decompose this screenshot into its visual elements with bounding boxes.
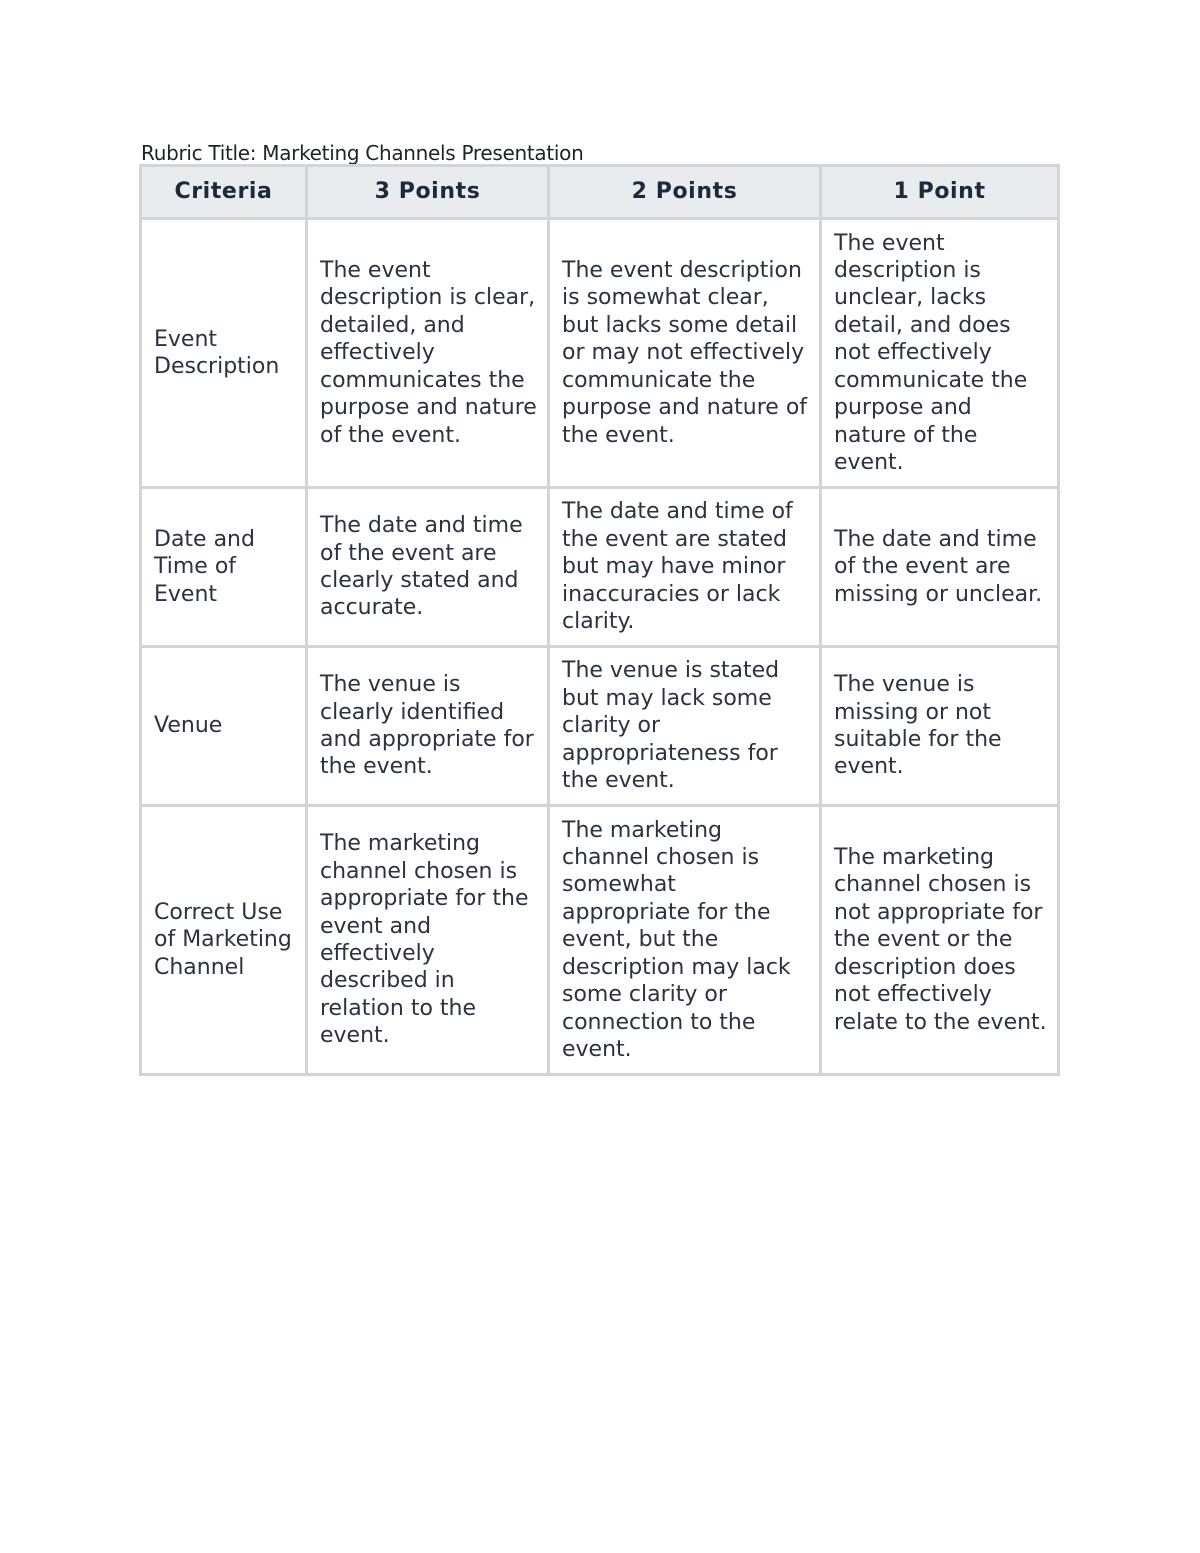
- criteria-cell: Correct Use of Marketing Channel: [141, 806, 307, 1075]
- criteria-cell: Venue: [141, 647, 307, 806]
- table-row: [141, 647, 1059, 806]
- three-points-cell: The marketing channel chosen is appropriate for the event and effectively described in relation to the event.: [307, 806, 549, 1075]
- two-points-cell: The marketing channel chosen is somewhat appropriate for the event, but the description may lack some clarity or connection to the event.: [549, 806, 821, 1075]
- header-2-points: 2 Points: [549, 166, 821, 219]
- table-header-row: [141, 166, 1059, 219]
- one-point-cell: The venue is missing or not suitable for the event.: [821, 647, 1059, 806]
- one-point-cell: The date and time of the event are missing or unclear.: [821, 488, 1059, 647]
- two-points-cell: The date and time of the event are stated but may have minor inaccuracies or lack clarity.: [549, 488, 821, 647]
- header-1-point: 1 Point: [821, 166, 1059, 219]
- table-row: [141, 488, 1059, 647]
- one-point-cell: The event description is unclear, lacks detail, and does not effectively communicate the purpose and nature of the event.: [821, 219, 1059, 488]
- three-points-cell: The date and time of the event are clearly stated and accurate.: [307, 488, 549, 647]
- rubric-table: [139, 164, 1060, 1076]
- two-points-cell: The event description is somewhat clear, but lacks some detail or may not effectively communicate the purpose and nature of the event.: [549, 219, 821, 488]
- two-points-cell: The venue is stated but may lack some clarity or appropriateness for the event.: [549, 647, 821, 806]
- rubric-title: Rubric Title: Marketing Channels Presentation: [141, 141, 584, 165]
- three-points-cell: The event description is clear, detailed, and effectively communicates the purpose and nature of the event.: [307, 219, 549, 488]
- three-points-cell: The venue is clearly identified and appropriate for the event.: [307, 647, 549, 806]
- one-point-cell: The marketing channel chosen is not appropriate for the event or the description does not effectively relate to the event.: [821, 806, 1059, 1075]
- table-row: [141, 806, 1059, 1075]
- criteria-cell: Date and Time of Event: [141, 488, 307, 647]
- table-row: [141, 219, 1059, 488]
- header-criteria: Criteria: [141, 166, 307, 219]
- header-3-points: 3 Points: [307, 166, 549, 219]
- criteria-cell: Event Description: [141, 219, 307, 488]
